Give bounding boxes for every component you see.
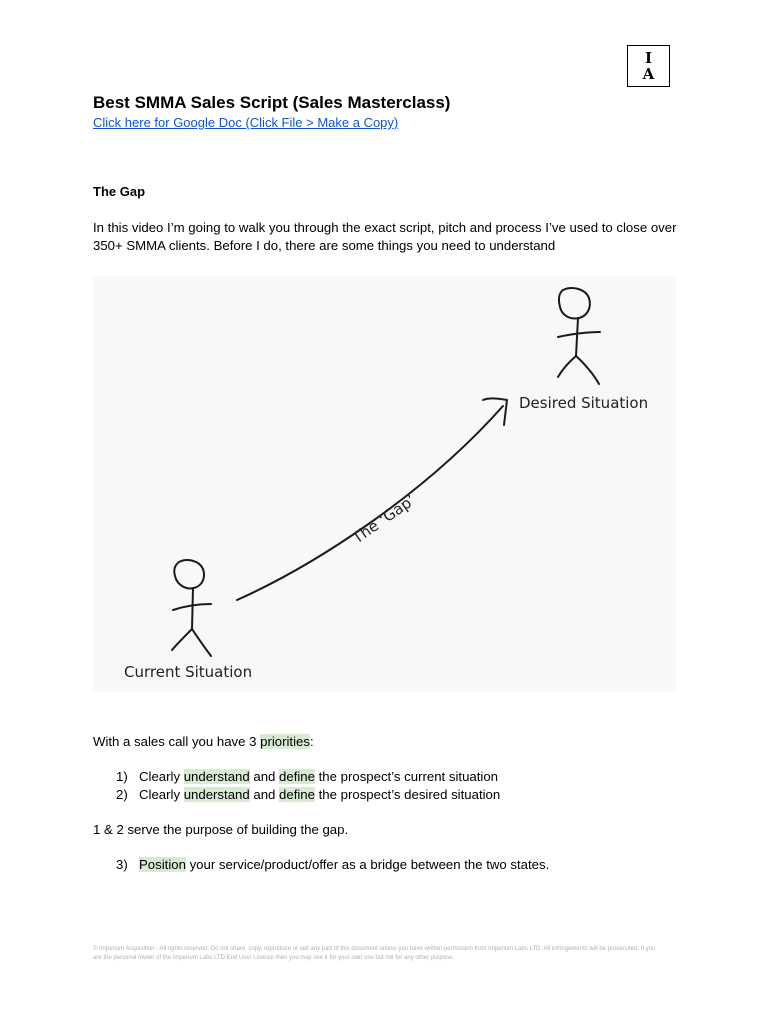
list-text: Clearly xyxy=(139,787,184,802)
gap-diagram xyxy=(93,276,676,692)
google-doc-link[interactable]: Click here for Google Doc (Click File > Make a Copy) xyxy=(93,115,399,130)
list-text: the prospect’s current situation xyxy=(314,769,498,784)
list-text: your service/product/offer as a bridge between the two states. xyxy=(185,857,550,872)
copyright-footer: © Imperium Acquisition - All rights reserved. Do not share, copy, reproduce or sell any part of this document unless you have written permission from Imperium Labs LTD. All infringements will be prosecuted. If you are the personal owner of the Imperium Labs LTD End User Licence then you may use it for your own use but not for any other purpose. xyxy=(93,946,656,961)
gap-arrow xyxy=(237,406,503,600)
gap-label: The ‘Gap’ xyxy=(348,490,419,548)
section-heading: The Gap xyxy=(93,184,146,199)
highlight-define: define xyxy=(279,787,315,802)
list-text: and xyxy=(249,769,280,784)
gap-arrowhead xyxy=(483,398,507,425)
brand-logo xyxy=(627,45,670,87)
document-title: Best SMMA Sales Script (Sales Masterclass) xyxy=(93,93,451,112)
list-text: the prospect’s desired situation xyxy=(314,787,501,802)
priorities-intro-text: With a sales call you have 3 xyxy=(93,734,261,749)
logo-letter-i: I xyxy=(644,49,653,67)
list-item xyxy=(116,787,500,802)
highlight-understand: understand xyxy=(183,769,250,784)
highlight-define: define xyxy=(279,769,315,784)
highlight-understand: understand xyxy=(183,787,250,802)
list-number: 1) xyxy=(116,769,128,784)
priorities-intro-colon: : xyxy=(309,734,314,749)
highlight-priorities: priorities xyxy=(260,734,310,749)
priorities-intro xyxy=(93,734,314,749)
gap-diagram-drawing xyxy=(93,276,676,692)
list-number: 3) xyxy=(116,857,128,872)
current-stick-figure xyxy=(172,560,211,656)
logo-letter-a: A xyxy=(642,65,655,83)
desired-situation-label: Desired Situation xyxy=(519,394,649,412)
list-number: 2) xyxy=(116,787,128,802)
list-item xyxy=(116,769,498,784)
list-item xyxy=(116,857,549,872)
list-text: Clearly xyxy=(139,769,184,784)
intro-paragraph: In this video I’m going to walk you through the exact script, pitch and process I’ve used to close over 350+ SMMA clients. Before I do, there are some things you need to understand xyxy=(93,220,677,253)
current-situation-label: Current Situation xyxy=(124,663,253,681)
highlight-position: Position xyxy=(139,857,186,872)
desired-stick-figure xyxy=(558,288,600,384)
list-text: and xyxy=(249,787,280,802)
summary-paragraph: 1 & 2 serve the purpose of building the gap. xyxy=(93,822,349,837)
